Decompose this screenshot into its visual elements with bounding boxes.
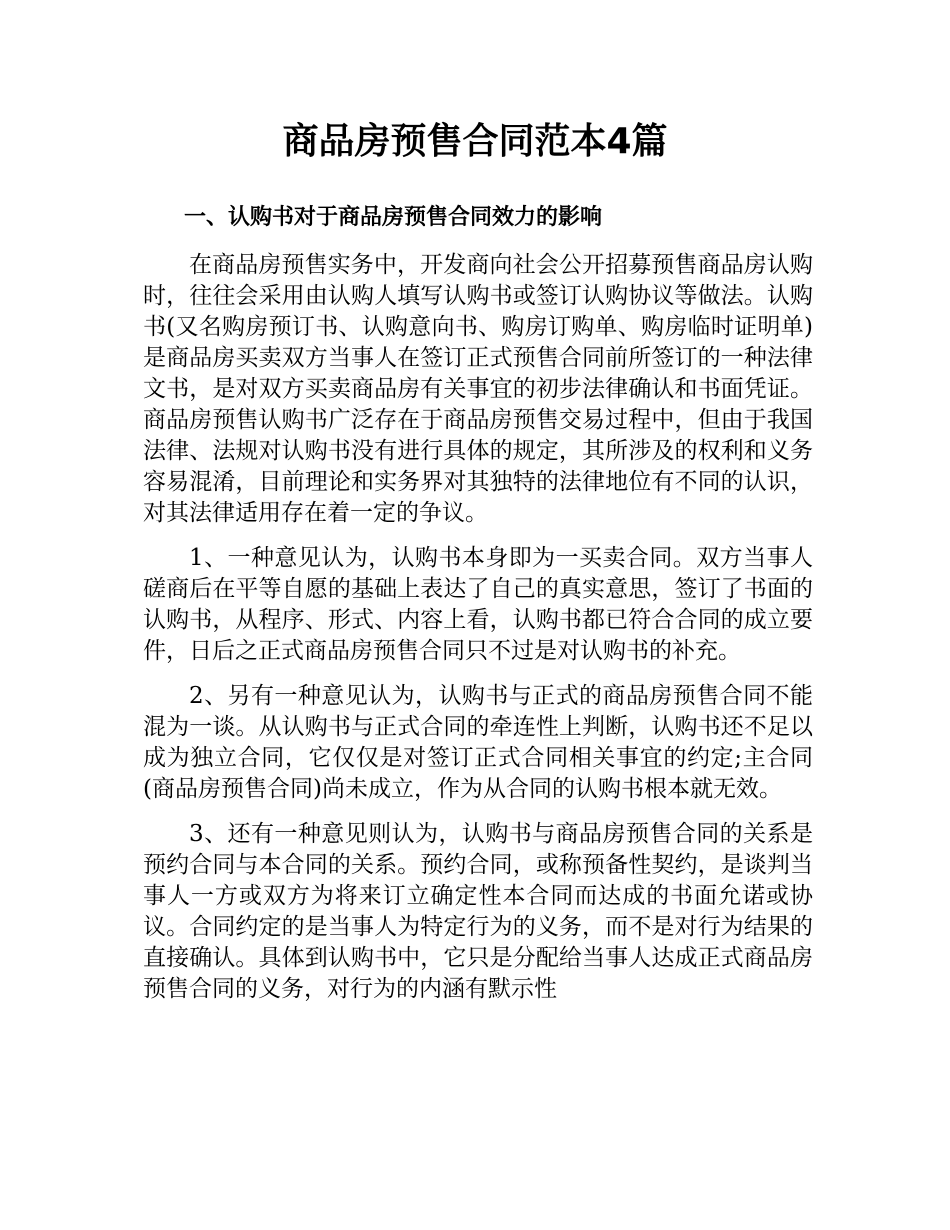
paragraph-opinion-1: 1、一种意见认为，认购书本身即为一买卖合同。双方当事人磋商后在平等自愿的基础上表达了自己的真实意思，签订了书面的认购书，从程序、形式、内容上看，认购书都已符合合同的成立要件，日后之正式商品房预售合同只不过是对认购书的补充。 xyxy=(143,545,813,664)
document-body xyxy=(143,250,813,1019)
document-title: 商品房预售合同范本4篇 xyxy=(282,121,668,162)
paragraph-opinion-2: 2、另有一种意见认为，认购书与正式的商品房预售合同不能混为一谈。从认购书与正式合同的牵连性上判断，认购书还不足以成为独立合同，它仅仅是对签订正式合同相关事宜的约定;主合同(商品房预售合同)尚未成立，作为从合同的认购书根本就无效。 xyxy=(143,683,813,802)
paragraph-intro: 在商品房预售实务中，开发商向社会公开招募预售商品房认购时，往往会采用由认购人填写认购书或签订认购协议等做法。认购书(又名购房预订书、认购意向书、购房订购单、购房临时证明单)是商品房买卖双方当事人在签订正式预售合同前所签订的一种法律文书，是对双方买卖商品房有关事宜的初步法律确认和书面凭证。商品房预售认购书广泛存在于商品房预售交易过程中，但由于我国法律、法规对认购书没有进行具体的规定，其所涉及的权利和义务容易混淆，目前理论和实务界对其独特的法律地位有不同的认识，对其法律适用存在着一定的争议。 xyxy=(143,252,813,526)
paragraph-opinion-3: 3、还有一种意见则认为，认购书与商品房预售合同的关系是预约合同与本合同的关系。预约合同，或称预备性契约，是谈判当事人一方或双方为将来订立确定性本合同而达成的书面允诺或协议。合同约定的是当事人为特定行为的义务，而不是对行为结果的直接确认。具体到认购书中，它只是分配给当事人达成正式商品房预售合同的义务，对行为的内涵有默示性 xyxy=(143,821,813,1002)
section-heading: 一、认购书对于商品房预售合同效力的影响 xyxy=(184,205,603,230)
